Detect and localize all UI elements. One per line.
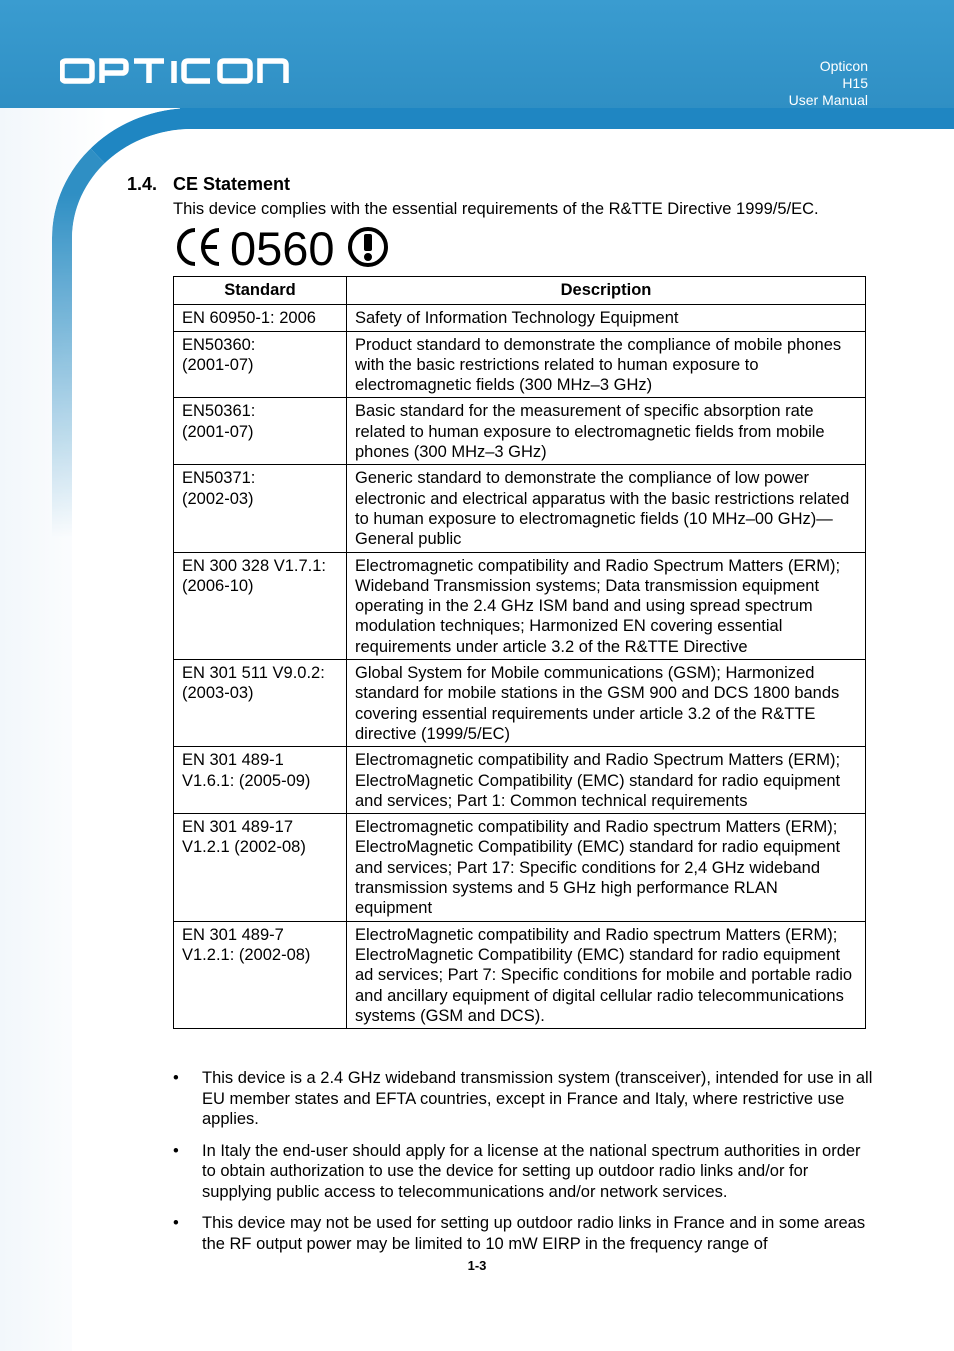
standard-cell [174,747,347,814]
standard-line: EN50371: [182,469,256,488]
table-row [174,331,866,398]
description-cell: Electromagnetic compatibility and Radio Spectrum Matters (ERM); Wideband Transmission systems; Data transmission equipment operating in the 2.4 GHz ISM band and using spread spectrum modulation techniques; Harmonized EN covering essential requirements under article 3.2 of the R&TTE Directive [347,552,866,659]
header-model: H15 [842,75,868,91]
standard-line: (2003-03) [182,684,254,703]
bullet-marker: • [173,1069,179,1087]
standard-cell [174,305,347,331]
description-cell: Product standard to demonstrate the compliance of mobile phones with the basic restrictions related to human exposure to electromagnetic fields (300 MHz–3 GHz) [347,331,866,398]
standard-cell [174,331,347,398]
bullet-item [173,1068,873,1130]
table-row [174,305,866,331]
description-cell: Electromagnetic compatibility and Radio Spectrum Matters (ERM); ElectroMagnetic Compatibility (EMC) standard for radio equipment and services; Part 1: Common technical requirements [347,747,866,814]
description-cell: Electromagnetic compatibility and Radio spectrum Matters (ERM); ElectroMagnetic Compatibility (EMC) standard for radio equipment and services; Part 17: Specific conditions for 2,4 GHz wideband transmission systems and 5 GHz high performance RLAN equipment [347,814,866,921]
table-body [174,305,866,1029]
description-cell: Global System for Mobile communications (GSM); Harmonized standard for mobile stations in the GSM 900 and DCS 1800 bands covering essential requirements under article 3.2 of the R&TTE directive (1999/5/EC) [347,660,866,747]
standard-cell [174,921,347,1028]
section-title: CE Statement [173,174,291,194]
standard-line: EN 301 511 V9.0.2: [182,664,325,683]
bullet-list [173,1068,873,1265]
standard-line: V1.2.1: (2002-08) [182,945,311,964]
table-header-row [174,277,866,305]
table-row [174,747,866,814]
standard-line: EN 301 489-7 [182,925,284,944]
standard-line: V1.6.1: (2005-09) [182,771,311,790]
standard-line: V1.2.1 (2002-08) [182,838,306,857]
ce-notified-body-number: 0560 [230,222,335,272]
standard-line: EN50361: [182,402,256,421]
table-row [174,552,866,659]
bullet-item [173,1213,873,1254]
section-heading [127,174,290,195]
standard-cell [174,814,347,921]
section-intro: This device complies with the essential requirements of the R&TTE Directive 1999/5/EC. [173,200,819,218]
standard-line: (2001-07) [182,355,254,374]
bullet-text: This device is a 2.4 GHz wideband transmission system (transceiver), intended for use in all EU member states and EFTA countries, except in France and Italy, where restrictive use applies. [202,1069,873,1128]
table-row [174,921,866,1028]
standards-table [173,276,866,1029]
opticon-logo [60,56,300,91]
ce-0560-mark [173,222,393,272]
standard-line: EN 60950-1: 2006 [182,309,316,328]
table-row [174,398,866,465]
bullet-text: This device may not be used for setting up outdoor radio links in France and in some areas the RF output power may be limited to 10 mW EIRP in the frequency range of [202,1214,866,1253]
table-row [174,465,866,552]
bullet-item [173,1141,873,1203]
header-document-info [789,58,868,109]
column-header-description: Description [347,277,866,305]
bullet-marker: • [173,1214,179,1232]
section-number: 1.4. [127,174,158,194]
standard-cell [174,465,347,552]
table-row [174,660,866,747]
standard-line: (2006-10) [182,576,254,595]
page-number: 1-3 [467,1258,487,1273]
ce-mark [173,222,393,277]
standard-cell [174,660,347,747]
header-doc-title: User Manual [788,92,868,108]
table-row [174,814,866,921]
description-cell: ElectroMagnetic compatibility and Radio spectrum Matters (ERM); ElectroMagnetic Compatibility (EMC) standard for radio equipment ad services; Part 7: Specific conditions for mobile and portable radio and ancillary equipment of digital cellular radio telecommunications systems (GSM and DCS). [347,921,866,1028]
ce-symbol-icon [179,230,219,264]
standard-line: EN 301 489-17 [182,818,293,837]
alert-circle-icon [350,229,386,265]
opticon-logo-mark [60,56,300,86]
standard-line: (2002-03) [182,489,254,508]
standard-line: EN50360: [182,335,256,354]
standard-cell [174,552,347,659]
bullet-marker: • [173,1141,179,1160]
description-cell: Safety of Information Technology Equipment [347,305,866,331]
standard-line: EN 300 328 V1.7.1: [182,556,327,575]
bullet-text: In Italy the end-user should apply for a license at the national spectrum authorities in order to obtain authorization to use the device for setting up outdoor radio links and/or for supplying public access to telecommunications and/or network services. [202,1141,861,1201]
standard-cell [174,398,347,465]
header-company: Opticon [819,58,868,74]
description-cell: Generic standard to demonstrate the compliance of low power electronic and electrical apparatus with the basic restrictions related to human exposure to electromagnetic fields (10 MHz–00 GHz)—General public [347,465,866,552]
standard-line: (2001-07) [182,422,254,441]
column-header-standard: Standard [174,277,347,305]
standard-line: EN 301 489-1 [182,751,284,770]
description-cell: Basic standard for the measurement of specific absorption rate related to human exposure to electromagnetic fields from mobile phones (300 MHz–3 GHz) [347,398,866,465]
